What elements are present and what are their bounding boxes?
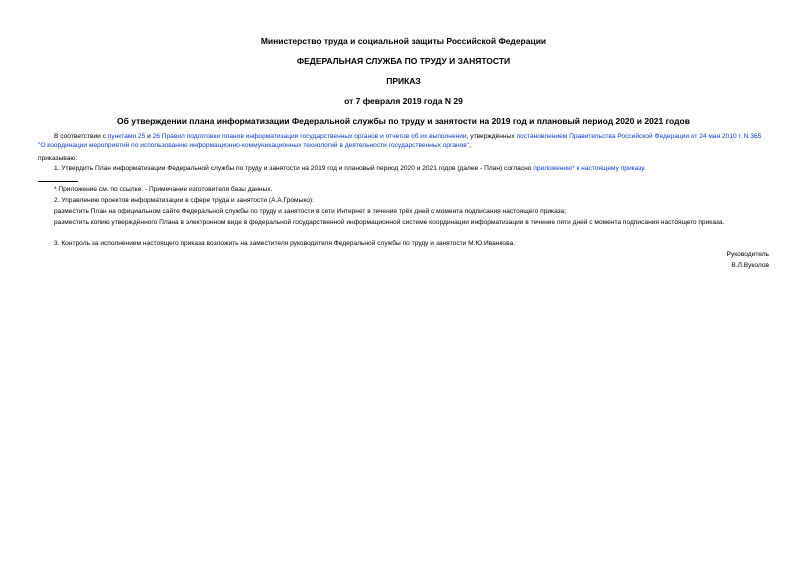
item-2a-paragraph: разместить План на официальном сайте Федеральной службы по труду и занятости в сети Интернет в течение трёх дней с момента подписания настоящего приказа; — [54, 208, 567, 215]
item-1-paragraph — [38, 165, 770, 174]
item-1-text: . — [643, 165, 646, 172]
link-government-decree[interactable]: постановлением Правительства Российской Федерации от 24 мая 2010 г. N 365 "О координации мероприятий по использованию информационно-коммуникационных технологий в деятельности государственных органов" — [38, 133, 762, 149]
item-1-text: 1. Утвердить План информатизации Федеральной службы по труду и занятости на 2019 год и плановый период 2020 и 2021 годов (далее - План) согласно — [54, 165, 534, 172]
preamble-text: , утверждённых — [466, 133, 517, 140]
preamble-text: , — [469, 141, 471, 149]
preamble-text: В соответствии с — [54, 133, 108, 140]
ministry-heading: Министерство труда и социальной защиты Российской Федерации — [260, 36, 547, 46]
footnote: * Приложение см. по ссылке. - Примечание изготовителя базы данных. — [54, 186, 273, 193]
doc-type-heading: ПРИКАЗ — [386, 76, 421, 86]
item-2-paragraph: 2. Управлению проектов информатизации в сфере труда и занятости (А.А.Громыко): — [54, 197, 314, 204]
footnote-divider — [38, 181, 78, 182]
item-2b-paragraph: разместить копию утверждённого Плана в электронном виде в федеральной государственной информационной системе координации информатизации в течение пяти дней с момента подписания настоящего приказа. — [54, 219, 725, 226]
date-number-heading: от 7 февраля 2019 года N 29 — [344, 96, 463, 106]
link-appendix[interactable]: приложению* к настоящему приказу — [533, 165, 644, 172]
link-item-26-rules[interactable]: 26 Правил подготовки планов информатизации государственных органов и отчетов об их выполнении — [152, 133, 467, 140]
document-title: Об утверждении плана информатизации Федеральной службы по труду и занятости на 2019 год и плановый период 2020 и 2021 годов — [117, 116, 690, 126]
signature-position: Руководитель — [726, 251, 769, 258]
item-3-paragraph: 3. Контроль за исполнением настоящего приказа возложить на заместителя руководителя Федеральной службы по труду и занятости М.Ю.Иванкова. — [54, 240, 516, 247]
signature-name: В.Л.Вуколов — [731, 262, 769, 269]
link-item-25[interactable]: пунктами 25 — [107, 133, 146, 140]
service-heading: ФЕДЕРАЛЬНАЯ СЛУЖБА ПО ТРУДУ И ЗАНЯТОСТИ — [296, 56, 511, 66]
order-word: приказываю: — [38, 155, 78, 162]
preamble-paragraph — [38, 133, 770, 150]
preamble-text: и — [145, 133, 153, 140]
